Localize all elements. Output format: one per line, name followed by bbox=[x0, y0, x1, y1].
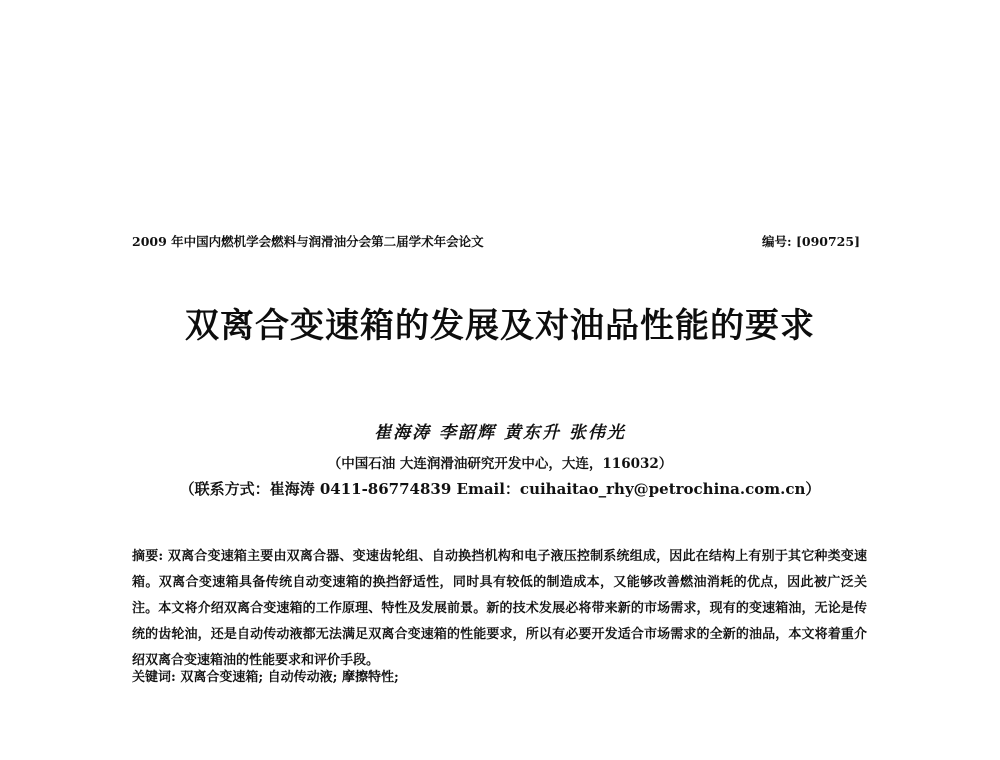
affiliation: （中国石油 大连润滑油研究开发中心，大连，116032） bbox=[327, 456, 673, 472]
keywords bbox=[132, 666, 399, 685]
keywords-label: 关键词: bbox=[132, 670, 176, 685]
paper-number: 编号: [090725] bbox=[762, 234, 860, 249]
abstract bbox=[132, 544, 867, 674]
abstract-label: 摘要: bbox=[132, 549, 164, 564]
contact-info: （联系方式：崔海涛 0411-86774839 Email：cuihaitao_rhy@petrochina.com.cn） bbox=[179, 480, 821, 498]
paper-title: 双离合变速箱的发展及对油品性能的要求 bbox=[185, 306, 815, 346]
authors: 崔海涛 李韶辉 黄东升 张伟光 bbox=[374, 423, 626, 443]
conference-header: 2009 年中国内燃机学会燃料与润滑油分会第二届学术年会论文 bbox=[132, 234, 484, 249]
abstract-text: 双离合变速箱主要由双离合器、变速齿轮组、自动换挡机构和电子液压控制系统组成，因此在结构上有别于其它种类变速箱。双离合变速箱具备传统自动变速箱的换挡舒适性，同时具有较低的制造成本，又能够改善燃油消耗的优点，因此被广泛关注。本文将介绍双离合变速箱的工作原理、特性及发展前景。新的技术发展必将带来新的市场需求，现有的变速箱油，无论是传统的齿轮油，还是自动传动液都无法满足双离合变速箱的性能要求，所以有必要开发适合市场需求的全新的油品，本文将着重介绍双离合变速箱油的性能要求和评价手段。 bbox=[132, 549, 867, 668]
keywords-text: 双离合变速箱; 自动传动液; 摩擦特性; bbox=[180, 670, 399, 685]
